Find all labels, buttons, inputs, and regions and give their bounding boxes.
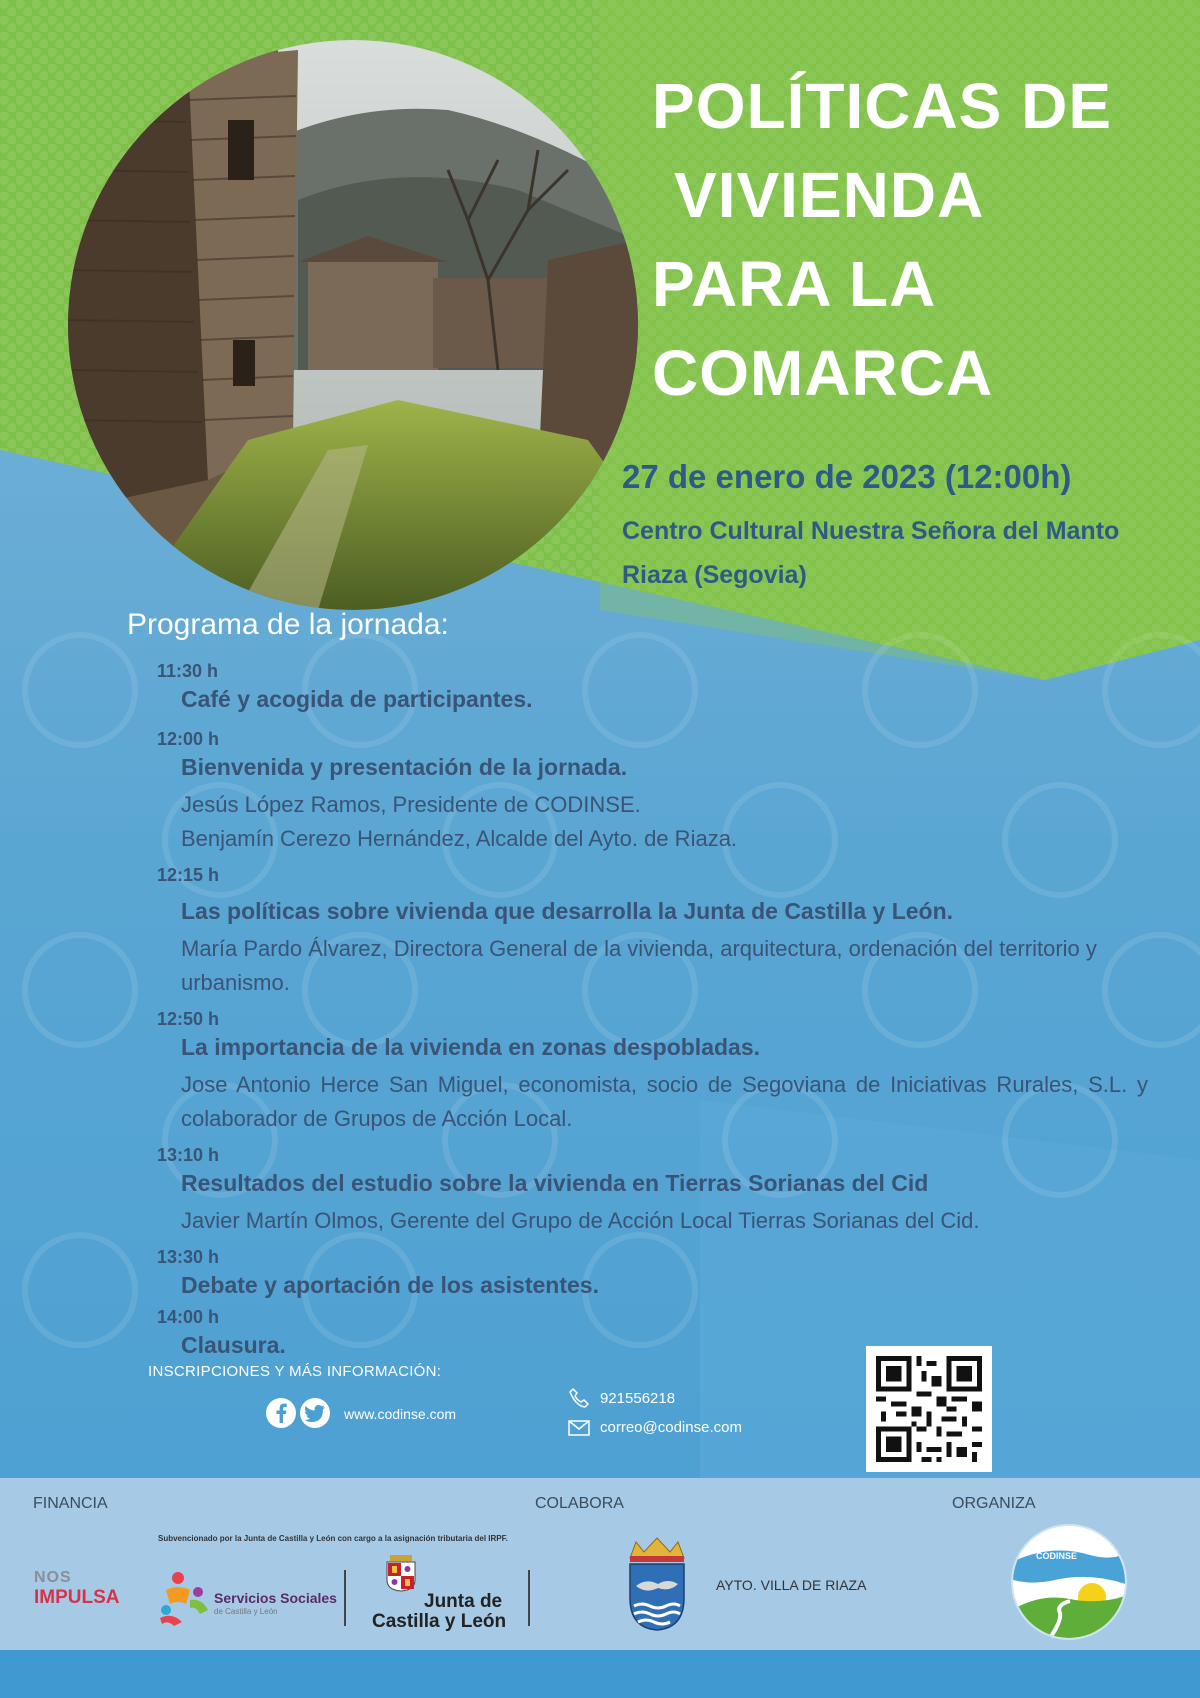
program-activity: Debate y aportación de los asistentes. [181,1272,599,1298]
program-time: 12:50 h [157,1009,220,1029]
program-time: 11:30 h [157,661,219,681]
nos-impulsa-logo: NOS IMPULSA [34,1569,120,1608]
servicios-sociales-logo: Servicios Sociales de Castilla y León [214,1590,337,1616]
servicios-sociales-logo-icon [156,1570,212,1626]
program-title: Programa de la jornada: [127,608,449,641]
ayto-riaza-label: AYTO. VILLA DE RIAZA [716,1577,867,1593]
program-speaker: Jose Antonio Herce San Miguel, economista, socio de Segoviana de Iniciativas Rurales, S.L. y colaborador de Grupos de Acción Local. [181,1072,1148,1131]
bottom-strip [0,1650,1200,1698]
program-speaker: Benjamín Cerezo Hernández, Alcalde del Ayto. de Riaza. [181,826,738,851]
program-time: 13:10 h [157,1145,220,1165]
colabora-label: COLABORA [535,1495,624,1512]
program-activity: Resultados del estudio sobre la vivienda en Tierras Sorianas del Cid [181,1170,929,1196]
event-date: 27 de enero de 2023 (12:00h) [622,458,1072,495]
program-time: 12:00 h [157,729,220,749]
svg-text:CODINSE: CODINSE [1036,1551,1078,1561]
phone-number: 921556218 [600,1389,676,1407]
divider [528,1570,530,1626]
event-town: Riaza (Segovia) [622,561,807,589]
codinse-logo [1010,1523,1128,1641]
program-time: 13:30 h [157,1247,220,1267]
village-street-photo [68,40,638,610]
subvention-note: Subvencionado por la Junta de Castilla y León con cargo a la asignación tributaria del IRPF. [158,1534,508,1543]
qr-code[interactable] [866,1346,992,1472]
phone-icon [568,1387,590,1409]
riaza-coat-of-arms-icon [622,1536,692,1632]
website-link[interactable]: www.codinse.com [344,1406,457,1422]
financia-label: FINANCIA [33,1495,108,1512]
event-info [622,458,1119,597]
program-activity: Las políticas sobre vivienda que desarrolla la Junta de Castilla y León. [181,898,954,924]
junta-castilla-leon-logo: Junta de Castilla y León [372,1591,507,1632]
email-contact[interactable] [568,1419,742,1436]
junta-coat-of-arms-icon [384,1554,418,1592]
program-activity: La importancia de la vivienda en zonas despobladas. [181,1034,761,1060]
email-address: correo@codinse.com [600,1419,742,1436]
registration-title: INSCRIPCIONES Y MÁS INFORMACIÓN: [148,1363,442,1380]
twitter-icon[interactable] [300,1398,330,1428]
organiza-label: ORGANIZA [952,1495,1036,1512]
title-line-1: POLÍTICAS DE [652,70,1113,142]
title-line-3: PARA LA [652,248,937,320]
program-activity: Clausura. [181,1332,286,1358]
program-activity: Café y acogida de participantes. [181,686,533,712]
title-line-4: COMARCA [652,337,994,409]
program-speaker: María Pardo Álvarez, Directora General de la vivienda, arquitectura, ordenación del territorio y urbanismo. [181,936,1097,995]
phone-contact[interactable] [568,1387,675,1409]
divider [344,1570,346,1626]
program-list [157,660,1157,1366]
program-activity: Bienvenida y presentación de la jornada. [181,754,628,780]
poster-title [652,62,1112,418]
facebook-icon[interactable] [266,1398,296,1428]
program-speaker: Javier Martín Olmos, Gerente del Grupo de Acción Local Tierras Sorianas del Cid. [181,1208,980,1233]
event-place: Centro Cultural Nuestra Señora del Manto [622,517,1120,545]
title-line-2: VIVIENDA [674,159,985,231]
program-time: 12:15 h [157,865,220,885]
program-time: 14:00 h [157,1307,220,1327]
social-links [266,1398,330,1428]
program-speaker: Jesús López Ramos, Presidente de CODINSE. [181,792,641,817]
mail-icon [568,1420,590,1436]
